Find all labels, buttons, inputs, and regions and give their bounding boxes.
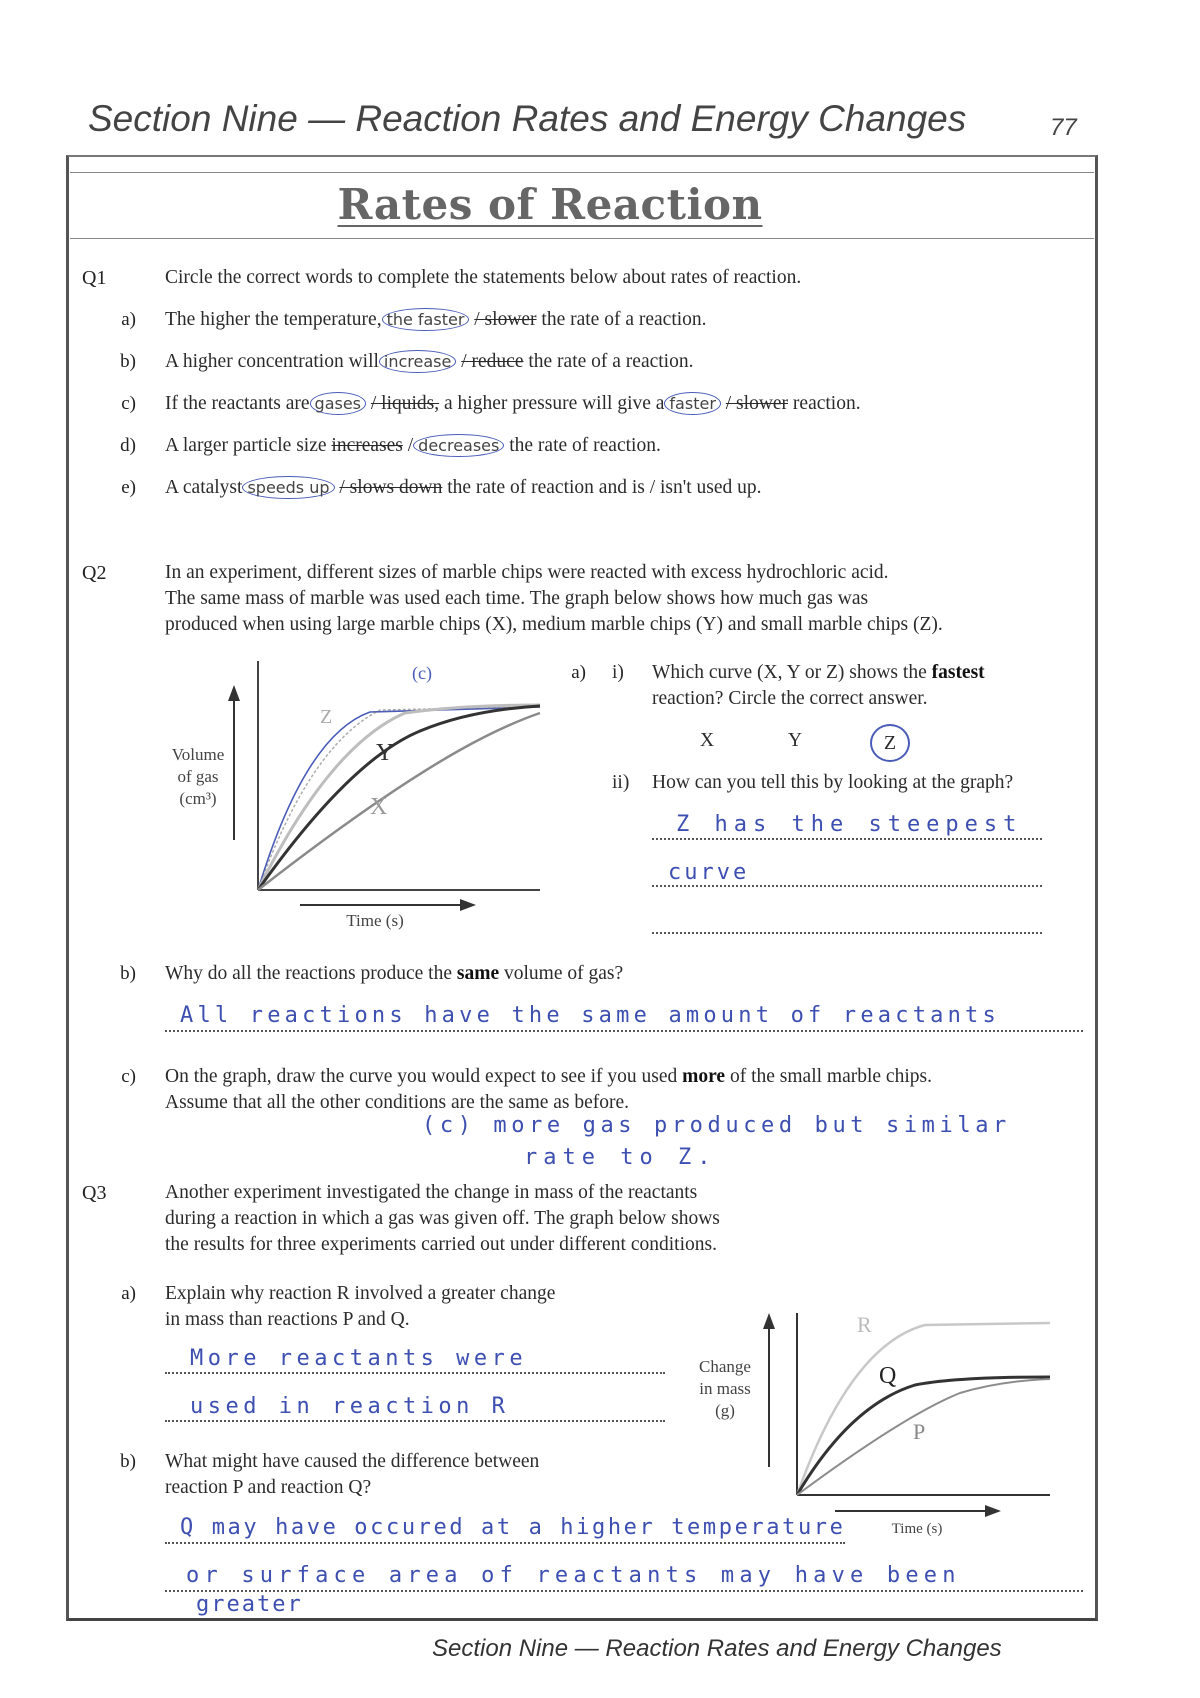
q2c-line-1: On the graph, draw the curve you would expect to see if you used more of the small marble chips. — [165, 1066, 932, 1087]
section-header-title: Section Nine — Reaction Rates and Energy Changes — [88, 98, 967, 139]
q2-curve-y — [258, 706, 540, 890]
q3a-line-1: Explain why reaction R involved a greater change — [165, 1283, 556, 1304]
q3-intro-line-1: Another experiment investigated the change in mass of the reactants — [165, 1182, 698, 1203]
q3b-line-1: What might have caused the difference between — [165, 1451, 540, 1472]
q2-curve-z — [258, 705, 540, 890]
q2-curve-x — [258, 713, 540, 890]
q2c-line-2: Assume that all the other conditions are the same as before. — [165, 1092, 630, 1113]
q1e-circled-answer[interactable]: speeds up — [242, 476, 334, 499]
q1-number: Q1 — [82, 267, 107, 289]
q3a-line-2: in mass than reactions P and Q. — [165, 1309, 410, 1330]
q1c-circled-answer-1[interactable]: gases — [310, 392, 366, 415]
q2a-handwritten-answer-2: curve — [668, 860, 750, 885]
q1-intro: Circle the correct words to complete the statements below about rates of reaction. — [165, 267, 802, 288]
q2-hand-c-label: (c) — [412, 663, 432, 683]
q2a-i-label: i) — [612, 662, 624, 683]
q2-curve-c-guide — [258, 707, 520, 890]
q2-curve-z-label: Z — [320, 706, 333, 728]
q2-curve-x-label: X — [370, 794, 388, 820]
q3-curve-r-label: R — [857, 1312, 872, 1337]
q2-intro-line-1: In an experiment, different sizes of marble chips were reacted with excess hydrochloric acid. — [165, 562, 889, 583]
q3a-handwritten-answer-2: used in reaction R — [190, 1394, 510, 1419]
q2c-label: c) — [121, 1066, 136, 1087]
q1a-label: a) — [121, 309, 136, 330]
q3a-handwritten-answer-1: More reactants were — [190, 1346, 528, 1371]
q1d-circled-answer[interactable]: decreases — [413, 434, 504, 457]
q2b-question: Why do all the reactions produce the same volume of gas? — [165, 963, 624, 984]
q2-graph-ylabel: Volume of gas (cm³) — [171, 745, 225, 808]
q3a-label: a) — [121, 1283, 136, 1304]
q2a-answer-line-2 — [652, 885, 1042, 887]
q3b-handwritten-answer-3: greater — [196, 1592, 303, 1617]
q2-intro-line-3: produced when using large marble chips (X), medium marble chips (Y) and small marble chips (Z). — [165, 614, 943, 635]
q3b-line-2: reaction P and reaction Q? — [165, 1477, 372, 1498]
title-rule-bottom — [70, 238, 1094, 239]
q2b-handwritten-answer: All reactions have the same amount of reactants — [180, 1003, 1000, 1028]
title-rule-top — [70, 172, 1094, 173]
q2-x-arrowhead — [460, 899, 476, 911]
q3-graph — [755, 1305, 1055, 1520]
q1a-circled-answer[interactable]: the faster — [382, 308, 470, 331]
q2-graph-xlabel: Time (s) — [346, 911, 404, 930]
q3-y-arrowhead — [763, 1313, 775, 1329]
page-title: Rates of Reaction — [337, 180, 763, 229]
q2a-handwritten-answer-1: Z has the steepest — [676, 812, 1023, 837]
q1c-circled-answer-2[interactable]: faster — [664, 392, 720, 415]
q3a-answer-line-2 — [165, 1420, 665, 1422]
q1c-label: c) — [121, 393, 136, 414]
q2c-handwritten-note-1: (c) more gas produced but similar — [422, 1113, 1011, 1138]
q3b-label: b) — [120, 1451, 136, 1472]
q3-intro-line-3: the results for three experiments carried out under different conditions. — [165, 1234, 717, 1255]
q1b-label: b) — [120, 351, 136, 372]
q2-curve-y-label: Y — [376, 740, 394, 766]
q3-curve-r — [797, 1323, 1050, 1495]
q3-graph-ylabel: Change in mass (g) — [699, 1357, 751, 1420]
q1d-statement: A larger particle size increases / decreases the rate of reaction. — [165, 435, 661, 456]
q3-curve-q-label: Q — [879, 1363, 897, 1389]
q1e-label: e) — [121, 477, 136, 498]
q2a-i-line-2: reaction? Circle the correct answer. — [652, 688, 928, 709]
q3-x-arrowhead — [985, 1505, 1001, 1517]
q1a-statement: The higher the temperature, the faster / slower the rate of a reaction. — [165, 309, 707, 330]
q2b-label: b) — [120, 963, 136, 984]
q3b-handwritten-answer-1: Q may have occured at a higher temperature — [180, 1515, 846, 1540]
q1b-circled-answer[interactable]: increase — [379, 350, 456, 373]
q3-graph-xlabel: Time (s) — [891, 1521, 943, 1537]
page-number: 77 — [1050, 114, 1077, 141]
q2a-ii-question: How can you tell this by looking at the graph? — [652, 772, 1014, 793]
q2b-answer-line — [165, 1030, 1083, 1032]
q1e-statement: A catalyst speeds up / slows down the rate of reaction and is / isn't used up. — [165, 477, 762, 498]
q2a-option-z-circled[interactable]: Z — [870, 724, 910, 762]
q3b-handwritten-answer-2: or surface area of reactants may have been — [186, 1563, 961, 1588]
q2-curve-hand-c — [258, 707, 540, 890]
q2a-label: a) — [571, 662, 586, 683]
q3a-answer-line-1 — [165, 1372, 665, 1374]
q2-number: Q2 — [82, 562, 107, 584]
q2-graph — [220, 655, 560, 930]
q2c-handwritten-note-2: rate to Z. — [524, 1145, 717, 1170]
q2-y-arrowhead — [228, 685, 240, 701]
q3-intro-line-2: during a reaction in which a gas was given off. The graph below shows — [165, 1208, 720, 1229]
q1d-label: d) — [120, 435, 136, 456]
q3-curve-p-label: P — [913, 1419, 926, 1444]
q2-intro-line-2: The same mass of marble was used each time. The graph below shows how much gas was — [165, 588, 869, 609]
q1c-statement: If the reactants are gases / liquids, a higher pressure will give a faster / slower reaction. — [165, 393, 861, 414]
q1b-statement: A higher concentration will increase / reduce the rate of a reaction. — [165, 351, 694, 372]
q2a-ii-label: ii) — [612, 772, 630, 793]
q2a-answer-line-3 — [652, 932, 1042, 934]
q2a-option-x[interactable]: X — [700, 730, 715, 751]
q2a-answer-line-1 — [652, 838, 1042, 840]
q3b-answer-line-1 — [165, 1542, 845, 1544]
q2a-i-line-1: Which curve (X, Y or Z) shows the fastest — [652, 662, 985, 683]
page-footer: Section Nine — Reaction Rates and Energy Changes — [432, 1635, 1002, 1662]
q3-number: Q3 — [82, 1182, 107, 1204]
q2a-option-y[interactable]: Y — [788, 730, 803, 751]
